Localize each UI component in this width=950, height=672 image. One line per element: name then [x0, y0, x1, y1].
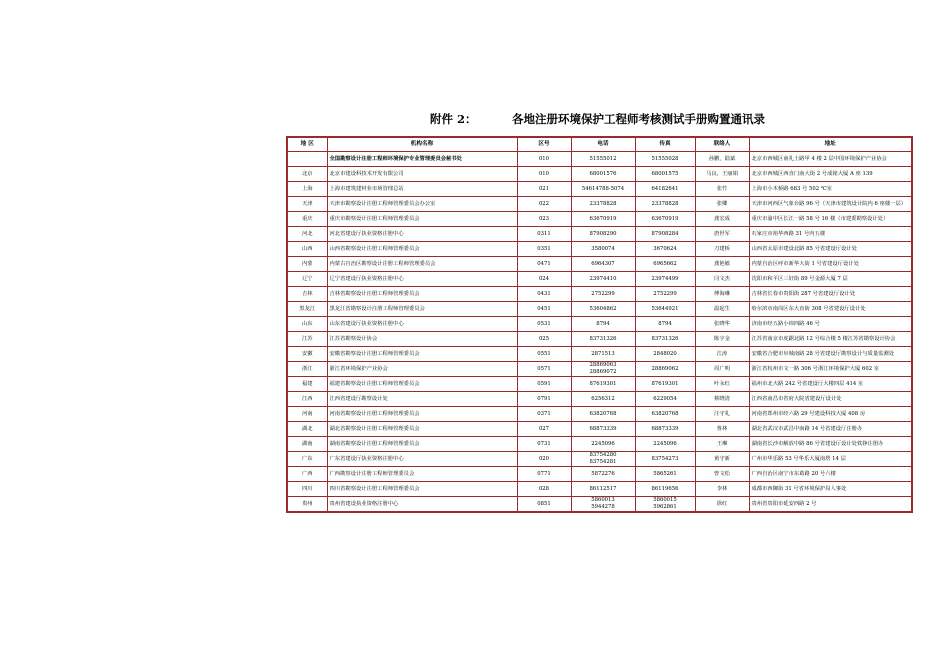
contact-cell: 张晓华 — [695, 317, 749, 332]
fax-cell — [635, 272, 695, 287]
phone-cell-line: 3580074 — [591, 245, 615, 252]
org-name-cell: 上海市建筑建材业市场管理总站 — [327, 182, 517, 197]
area-code-cell: 0351 — [517, 242, 571, 257]
address-cell: 湖南省长沙市解放中路 86 号省建设厅设计处铁铮注册办 — [749, 437, 912, 452]
phone-cell-line: 87619301 — [589, 380, 617, 387]
address-cell: 北京市西城区南礼士路甲 4 楼 2 层中国环境保护产业协会 — [749, 152, 912, 167]
phone-cell — [571, 272, 635, 287]
address-cell: 内蒙自治区呼市新华大街 1 号省建设厅设计处 — [749, 257, 912, 272]
address-cell: 山西省太原市建设北路 85 号省建设厅设计处 — [749, 242, 912, 257]
table-row — [287, 452, 912, 467]
fax-cell — [635, 482, 695, 497]
area-code-cell: 0371 — [517, 407, 571, 422]
phone-cell — [571, 332, 635, 347]
column-header-code: 区号 — [517, 137, 571, 152]
contact-cell: 孙鹏，陆斌 — [695, 152, 749, 167]
org-name-cell: 广东省建设厅执业资格注册中心 — [327, 452, 517, 467]
phone-cell-line: 68873339 — [589, 425, 617, 432]
org-name-cell: 贵州省建设执业资格注册中心 — [327, 497, 517, 513]
area-code-cell: 0731 — [517, 437, 571, 452]
phone-cell — [571, 497, 635, 513]
table-row — [287, 467, 912, 482]
fax-cell — [635, 167, 695, 182]
area-code-cell: 022 — [517, 197, 571, 212]
phone-cell-line: 68001576 — [589, 170, 617, 177]
contact-cell: 江涛 — [695, 347, 749, 362]
address-cell: 福州市北大路 242 号省建设厅大楼四层 414 室 — [749, 377, 912, 392]
contact-table — [286, 136, 913, 513]
column-header-contact: 联络人 — [695, 137, 749, 152]
address-cell: 河南省郑州市经六路 29 号建设科技大厦 408 房 — [749, 407, 912, 422]
phone-cell-line: 86112517 — [589, 485, 617, 492]
fax-cell — [635, 362, 695, 377]
fax-cell — [635, 287, 695, 302]
fax-cell-line: 2848020 — [653, 350, 677, 357]
region-cell: 贵州 — [287, 497, 327, 513]
region-cell: 上海 — [287, 182, 327, 197]
table-row — [287, 407, 912, 422]
phone-cell-line: 2245096 — [591, 440, 615, 447]
org-name-cell: 江西省建设厅勘察设计处 — [327, 392, 517, 407]
area-code-cell: 021 — [517, 182, 571, 197]
region-cell: 天津 — [287, 197, 327, 212]
phone-cell — [571, 422, 635, 437]
region-cell: 北京 — [287, 167, 327, 182]
table-row — [287, 167, 912, 182]
fax-cell — [635, 332, 695, 347]
phone-cell-line: 63820768 — [589, 410, 617, 417]
region-cell: 吉林 — [287, 287, 327, 302]
address-cell: 广州市华乐路 53 号华乐大厦南塔 14 层 — [749, 452, 912, 467]
table-body — [287, 152, 912, 513]
org-name-cell: 黑龙江省勘察设计注册工程师管理委员会 — [327, 302, 517, 317]
org-name-cell: 广西勘察设计注册工程师管理委员会 — [327, 467, 517, 482]
phone-cell-line: 53604862 — [589, 305, 617, 312]
fax-cell-line: 23378828 — [651, 200, 679, 207]
org-name-cell: 北京市建设科技术开发有限公司 — [327, 167, 517, 182]
area-code-cell: 0471 — [517, 257, 571, 272]
contact-cell: 王琳 — [695, 437, 749, 452]
phone-cell-line: 51555012 — [589, 155, 617, 162]
phone-cell — [571, 452, 635, 467]
phone-cell — [571, 227, 635, 242]
table-row — [287, 227, 912, 242]
table-row — [287, 302, 912, 317]
region-cell: 安徽 — [287, 347, 327, 362]
table-header-row — [287, 137, 912, 152]
fax-cell-line: 64182641 — [651, 185, 679, 192]
region-cell: 湖北 — [287, 422, 327, 437]
fax-cell — [635, 347, 695, 362]
fax-cell-line: 83731326 — [651, 335, 679, 342]
area-code-cell: 010 — [517, 152, 571, 167]
contact-cell: 唐世军 — [695, 227, 749, 242]
region-cell: 四川 — [287, 482, 327, 497]
table-row — [287, 182, 912, 197]
address-cell: 上海市小木桥路 683 号 502 ℃室 — [749, 182, 912, 197]
fax-cell-line: 63820768 — [651, 410, 679, 417]
phone-cell-line: 5872276 — [591, 470, 615, 477]
column-header-org: 机构名称 — [327, 137, 517, 152]
org-name-cell: 天津市勘察设计注册工程师管理委员会办公室 — [327, 197, 517, 212]
phone-cell — [571, 317, 635, 332]
phone-cell-line: 87908290 — [589, 230, 617, 237]
fax-cell — [635, 467, 695, 482]
fax-cell-line: 87619301 — [651, 380, 679, 387]
phone-cell — [571, 437, 635, 452]
fax-cell — [635, 152, 695, 167]
address-cell: 重庆市渝中区长江一路 58 号 16 楼（市建委勘察设计处） — [749, 212, 912, 227]
fax-cell-line: 53644921 — [651, 305, 679, 312]
fax-cell — [635, 377, 695, 392]
table-row — [287, 422, 912, 437]
address-cell: 北京市西城区西直门南大街 2 号成铭大厦 A 座 139 — [749, 167, 912, 182]
phone-cell-line: 28869063 — [589, 362, 617, 368]
org-name-cell: 湖北省勘察设计注册工程师管理委员会 — [327, 422, 517, 437]
address-cell: 贵州省贵阳市延安西路 2 号 — [749, 497, 912, 513]
fax-cell-line: 63670919 — [651, 215, 679, 222]
address-cell: 安徽省合肥市阜城南路 28 号省建设厅勘察设计与质量监测处 — [749, 347, 912, 362]
fax-cell — [635, 392, 695, 407]
fax-cell-line: 5962861 — [653, 504, 677, 510]
phone-cell — [571, 197, 635, 212]
address-cell: 成都市西御街 31 号省环境保护局人事处 — [749, 482, 912, 497]
area-code-cell: 028 — [517, 482, 571, 497]
area-code-cell: 020 — [517, 452, 571, 467]
contact-cell: 马良，王丽娟 — [695, 167, 749, 182]
table-row — [287, 437, 912, 452]
fax-cell — [635, 242, 695, 257]
fax-cell-line: 6229054 — [653, 395, 677, 402]
fax-cell — [635, 302, 695, 317]
region-cell: 江苏 — [287, 332, 327, 347]
fax-cell — [635, 197, 695, 212]
phone-cell — [571, 287, 635, 302]
address-cell: 石家庄市裕华西路 31 号内五楼 — [749, 227, 912, 242]
column-header-phone: 电话 — [571, 137, 635, 152]
phone-cell-line: 23378828 — [589, 200, 617, 207]
contact-cell: 蔡晓清 — [695, 392, 749, 407]
region-cell — [287, 152, 327, 167]
org-name-cell: 湖南省勘察设计注册工程师管理委员会 — [327, 437, 517, 452]
fax-cell — [635, 437, 695, 452]
fax-cell-line: 87908284 — [651, 230, 679, 237]
region-cell: 江西 — [287, 392, 327, 407]
phone-cell-line: 54614788-5074 — [581, 185, 625, 192]
phone-cell — [571, 152, 635, 167]
area-code-cell: 0591 — [517, 377, 571, 392]
phone-cell-line: 83731326 — [589, 335, 617, 342]
org-name-cell: 河北省建设厅执业资格注册中心 — [327, 227, 517, 242]
org-name-cell: 全国勘察设计注册工程师环境保护专业管理委员会秘书处 — [327, 152, 517, 167]
contact-cell: 曾文松 — [695, 467, 749, 482]
phone-cell — [571, 182, 635, 197]
table-row — [287, 362, 912, 377]
fax-cell — [635, 227, 695, 242]
column-header-address: 地址 — [749, 137, 912, 152]
region-cell: 湖南 — [287, 437, 327, 452]
phone-cell — [571, 347, 635, 362]
fax-cell-line: 68001575 — [651, 170, 679, 177]
fax-cell-line: 3670624 — [653, 245, 677, 252]
region-cell: 河南 — [287, 407, 327, 422]
contact-cell: 张卿 — [695, 197, 749, 212]
area-code-cell: 0311 — [517, 227, 571, 242]
area-code-cell: 027 — [517, 422, 571, 437]
address-cell: 吉林省长春市贵阳街 287 号省建设厅设计处 — [749, 287, 912, 302]
phone-cell — [571, 392, 635, 407]
area-code-cell: 0771 — [517, 467, 571, 482]
address-cell: 济南市经五路小纬四路 46 号 — [749, 317, 912, 332]
address-cell: 江西省南昌市省府大院省建设厅设计处 — [749, 392, 912, 407]
org-name-cell: 重庆市勘察设计注册工程师管理委员会 — [327, 212, 517, 227]
table-row — [287, 392, 912, 407]
table-row — [287, 257, 912, 272]
phone-cell-line: 6256312 — [591, 395, 615, 402]
fax-cell-line: 23974499 — [651, 275, 679, 282]
phone-cell-line: 5860013 — [591, 497, 615, 503]
table-row — [287, 317, 912, 332]
phone-cell-line: 2871513 — [591, 350, 615, 357]
address-cell: 沈阳市和平区三好街 89 号金源大厦 7 层 — [749, 272, 912, 287]
table-row — [287, 152, 912, 167]
contact-cell: 陈宇金 — [695, 332, 749, 347]
fax-cell-line: 5860015 — [653, 497, 677, 503]
phone-cell-line: 83754280 — [589, 452, 617, 458]
table-row — [287, 332, 912, 347]
table-row — [287, 287, 912, 302]
column-header-fax: 传真 — [635, 137, 695, 152]
region-cell: 广西 — [287, 467, 327, 482]
phone-cell — [571, 377, 635, 392]
fax-cell-line: 2752299 — [653, 290, 677, 297]
fax-cell-line: 28869062 — [651, 365, 679, 372]
address-cell: 哈尔滨市南岗区东大直街 308 号省建设厅设计处 — [749, 302, 912, 317]
phone-cell — [571, 362, 635, 377]
phone-cell — [571, 212, 635, 227]
fax-cell-line: 86119656 — [651, 485, 679, 492]
phone-cell — [571, 467, 635, 482]
area-code-cell: 024 — [517, 272, 571, 287]
address-cell: 湖北省武汉市武昌中南路 14 号省建设厅注册办 — [749, 422, 912, 437]
phone-cell-line: 28869072 — [589, 369, 617, 375]
fax-cell — [635, 497, 695, 513]
region-cell: 山西 — [287, 242, 327, 257]
contact-cell: 龚宏成 — [695, 212, 749, 227]
column-header-region: 地 区 — [287, 137, 327, 152]
table-row — [287, 272, 912, 287]
table-row — [287, 347, 912, 362]
contact-cell: 张竹 — [695, 182, 749, 197]
table-row — [287, 212, 912, 227]
area-code-cell: 0851 — [517, 497, 571, 513]
area-code-cell: 010 — [517, 167, 571, 182]
phone-cell-line: 2752299 — [591, 290, 615, 297]
address-cell: 江苏省南京市虎踞北路 12 号综合楼 5 楼江苏省勘察设计协会 — [749, 332, 912, 347]
contact-cell: 温起生 — [695, 302, 749, 317]
fax-cell — [635, 257, 695, 272]
address-cell: 广西自治区南宁市东葛路 20 号六楼 — [749, 467, 912, 482]
address-cell: 浙江省杭州市文一路 306 号浙江环境保护大厦 602 室 — [749, 362, 912, 377]
area-code-cell: 0791 — [517, 392, 571, 407]
phone-cell — [571, 167, 635, 182]
phone-cell — [571, 242, 635, 257]
phone-cell-line: 83754281 — [589, 459, 617, 465]
region-cell: 浙江 — [287, 362, 327, 377]
fax-cell — [635, 422, 695, 437]
org-name-cell: 山东省建设厅执业资格注册中心 — [327, 317, 517, 332]
contact-cell: 龚艳敏 — [695, 257, 749, 272]
phone-cell-line: 6964307 — [591, 260, 615, 267]
phone-cell-line: 23974410 — [589, 275, 617, 282]
fax-cell-line: 6965662 — [653, 260, 677, 267]
contact-cell: 傅海琳 — [695, 287, 749, 302]
fax-cell — [635, 317, 695, 332]
contact-cell: 李林 — [695, 482, 749, 497]
phone-cell-line: 63670919 — [589, 215, 617, 222]
region-cell: 福建 — [287, 377, 327, 392]
org-name-cell: 四川省勘察设计注册工程师管理委员会 — [327, 482, 517, 497]
area-code-cell: 0451 — [517, 302, 571, 317]
contact-cell: 徐红 — [695, 497, 749, 513]
org-name-cell: 江苏省勘察设计协会 — [327, 332, 517, 347]
region-cell: 黑龙江 — [287, 302, 327, 317]
phone-cell — [571, 257, 635, 272]
org-name-cell: 河南省勘察设计注册工程师管理委员会 — [327, 407, 517, 422]
area-code-cell: 023 — [517, 212, 571, 227]
phone-cell-line: 8794 — [596, 320, 610, 327]
fax-cell-line: 2245096 — [653, 440, 677, 447]
region-cell: 山东 — [287, 317, 327, 332]
table-row — [287, 497, 912, 513]
fax-cell — [635, 182, 695, 197]
address-cell: 天津市河西区气象台路 96 号（天津市建筑设计院内 6 座楼一层） — [749, 197, 912, 212]
table-row — [287, 377, 912, 392]
region-cell: 河北 — [287, 227, 327, 242]
region-cell: 辽宁 — [287, 272, 327, 287]
table-row — [287, 197, 912, 212]
fax-cell — [635, 407, 695, 422]
fax-cell-line: 8794 — [658, 320, 672, 327]
phone-cell — [571, 482, 635, 497]
org-name-cell: 吉林省勘察设计注册工程师管理委员会 — [327, 287, 517, 302]
org-name-cell: 浙江省环境保护产业协会 — [327, 362, 517, 377]
phone-cell — [571, 407, 635, 422]
org-name-cell: 辽宁省建设厅执业资格注册中心 — [327, 272, 517, 287]
fax-cell — [635, 212, 695, 227]
region-cell: 内蒙 — [287, 257, 327, 272]
area-code-cell: 0531 — [517, 317, 571, 332]
contact-cell: 周广明 — [695, 362, 749, 377]
org-name-cell: 内蒙古自治区勘察设计注册工程师管理委员会 — [327, 257, 517, 272]
org-name-cell: 福建省勘察设计注册工程师管理委员会 — [327, 377, 517, 392]
fax-cell-line: 51555028 — [651, 155, 679, 162]
table-row — [287, 242, 912, 257]
contact-cell: 叶永红 — [695, 377, 749, 392]
region-cell: 重庆 — [287, 212, 327, 227]
region-cell: 广东 — [287, 452, 327, 467]
contact-cell: 闫文杰 — [695, 272, 749, 287]
fax-cell — [635, 452, 695, 467]
fax-cell-line: 83754273 — [651, 455, 679, 462]
fax-cell-line: 68873339 — [651, 425, 679, 432]
attachment-label: 附件 2： — [430, 112, 477, 126]
area-code-cell: 0571 — [517, 362, 571, 377]
org-name-cell: 安徽省勘察设计注册工程师管理委员会 — [327, 347, 517, 362]
contact-cell: 黄守新 — [695, 452, 749, 467]
area-code-cell: 025 — [517, 332, 571, 347]
area-code-cell: 0431 — [517, 287, 571, 302]
document-title: 各地注册环境保护工程师考核测试手册购置通讯录 — [512, 112, 765, 126]
phone-cell — [571, 302, 635, 317]
contact-cell: 鲁林 — [695, 422, 749, 437]
fax-cell-line: 5865261 — [653, 470, 677, 477]
org-name-cell: 山西省勘察设计注册工程师管理委员会 — [327, 242, 517, 257]
contact-cell: 汪守礼 — [695, 407, 749, 422]
area-code-cell: 0551 — [517, 347, 571, 362]
contact-cell: 刀建桥 — [695, 242, 749, 257]
table-row — [287, 482, 912, 497]
document-title-block — [0, 111, 950, 129]
phone-cell-line: 5944278 — [591, 504, 615, 510]
